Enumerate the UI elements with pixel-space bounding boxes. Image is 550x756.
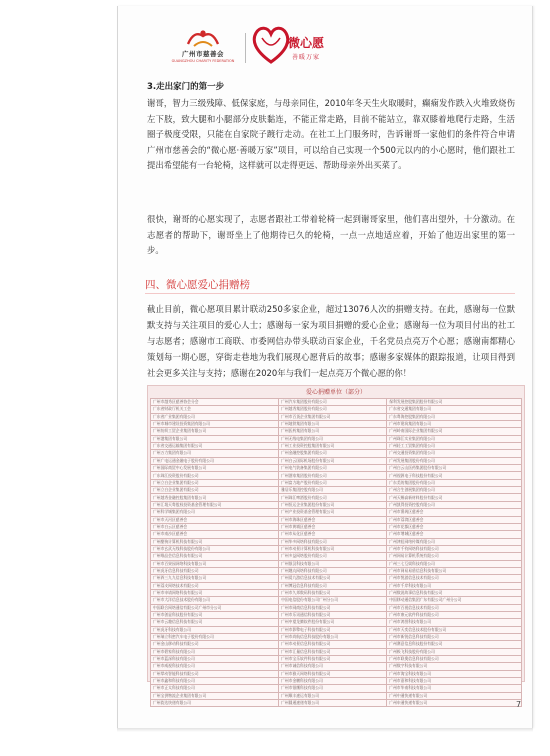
table-row xyxy=(151,656,522,663)
table-cell: 广州市淘宝科技有限公司 xyxy=(387,670,522,677)
table-cell: 广州爱九游信息技术有限公司 xyxy=(279,575,387,582)
table-cell: 保利发展控股集团股份有限公司 xyxy=(387,399,522,406)
table-cell: 广州市城市建设投资集团有限公司 xyxy=(151,421,279,428)
table-cell: 广州津虹网络传媒有限公司 xyxy=(387,538,522,545)
section-3-heading: 3.走出家门的第一步 xyxy=(147,82,225,92)
donor-table-title: 爱心捐赠单位（部分） xyxy=(305,389,366,396)
table-cell: 广州申通快递有限公司 xyxy=(387,700,522,707)
table-cell: 广东省交通集团有限公司 xyxy=(387,406,522,413)
table-row xyxy=(151,413,522,420)
charity-emblem-icon xyxy=(184,26,222,48)
table-cell: 广州市尚航信息科技股份有限公司 xyxy=(279,634,387,641)
table-cell: 广州市影擎电子科技有限公司 xyxy=(279,626,387,633)
table-cell: 广州电气装备集团有限公司 xyxy=(279,465,387,472)
table-row xyxy=(151,450,522,457)
table-cell: 广州酷狗计算机科技有限公司 xyxy=(151,538,279,545)
table-cell: 广州市天河区慈善会 xyxy=(151,516,279,523)
table-cell: 广州市诚信科技有限公司 xyxy=(279,663,387,670)
table-cell: 广州白云国际机场股份有限公司 xyxy=(279,457,387,464)
table-row xyxy=(151,678,522,685)
table-row xyxy=(151,457,522,464)
table-cell: 广州市黄埔区慈善会 xyxy=(279,523,387,530)
table-row xyxy=(151,553,522,560)
table-cell: 广州市碧家科技有限公司 xyxy=(151,648,279,655)
table-cell: 广州博冠信息科技有限公司 xyxy=(279,582,387,589)
table-cell: 广州市新锐信息科技有限公司 xyxy=(387,634,522,641)
table-cell: 广州市网商信息科技有限公司 xyxy=(279,604,387,611)
page-number: 7 xyxy=(516,700,522,709)
table-cell: 广州多益网络股份有限公司 xyxy=(279,553,387,560)
table-cell: 广州市大洋信息技术股份有限公司 xyxy=(151,597,279,604)
table-row xyxy=(151,428,522,435)
table-cell: 广州虎牙科技有限公司 xyxy=(151,626,279,633)
table-cell: 广东省广业集团有限公司 xyxy=(151,413,279,420)
wish-subtitle: 善暖万家 xyxy=(292,54,321,61)
table-row xyxy=(151,399,522,406)
table-cell: 广州纺织工贸企业集团有限公司 xyxy=(151,428,279,435)
table-cell: 广州国际商贸中心发展有限公司 xyxy=(151,465,279,472)
table-cell: 广州华多网络科技有限公司 xyxy=(279,538,387,545)
wish-name: 微心愿 xyxy=(288,36,325,50)
table-cell: 雅居乐集团控股有限公司 xyxy=(279,487,387,494)
table-cell: 广州市海珠区慈善会 xyxy=(279,516,387,523)
table-cell: 广州汽车集团股份有限公司 xyxy=(279,399,387,406)
table-cell: 广州市玄武无线科技股份有限公司 xyxy=(151,545,279,552)
table-cell: 广州医药集团有限公司 xyxy=(279,428,387,435)
table-cell: 广东美的集团股份有限公司 xyxy=(387,479,522,486)
table-cell: 广州岭南国际企业集团有限公司 xyxy=(387,428,522,435)
logo-divider xyxy=(245,33,246,63)
table-cell: 广州市南沙区慈善会 xyxy=(151,531,279,538)
page-shadow xyxy=(117,728,533,732)
table-row xyxy=(151,619,522,626)
section-4-paragraph: 截止目前，微心愿项目累计联动250多家企业，超过13076人次的捐赠支持。在此，感谢每一位默默支持与关注项目的爱心人士；感谢每一家为项目捐赠的爱心企业；感谢每一位为项目付出的社工与志愿者；感谢市工商联、市委网信办带头联动百家企业，千名党员点亮万个心愿；感谢南都精心策划每一期心愿，穿街走巷地为我们展现心愿背后的故事；感谢多家媒体的跟踪报道，让项目得到社会更多关注与支持；感谢在2020年与我们一起点亮万个微心愿的你！ xyxy=(147,304,515,378)
table-cell: 广州越秀集团股份有限公司 xyxy=(279,406,387,413)
table-cell: 广州市悦游信息技术有限公司 xyxy=(387,575,522,582)
table-cell: 广州视源电子科技股份有限公司 xyxy=(387,472,522,479)
table-cell: 广州市银鹰科技有限公司 xyxy=(279,685,387,692)
table-cell: 广州市百货企业集团有限公司 xyxy=(279,413,387,420)
table-cell: 中国联合网络通信有限公司广州市分公司 xyxy=(151,604,279,611)
table-row xyxy=(151,523,522,530)
table-cell: 广州市动景计算机科技有限公司 xyxy=(279,545,387,552)
table-row xyxy=(151,406,522,413)
wish-logo xyxy=(250,22,325,72)
table-cell: 广州数说故事信息科技有限公司 xyxy=(387,589,522,596)
table-cell: 广州市蓝深科技有限公司 xyxy=(151,656,279,663)
table-row xyxy=(151,604,522,611)
table-cell: 广州市云趣信息科技有限公司 xyxy=(151,619,279,626)
table-cell: 广州市雅天网络科技有限公司 xyxy=(279,670,387,677)
table-cell: 广州掌动智能科技有限公司 xyxy=(151,670,279,677)
table-cell: 广州圆通速递有限公司 xyxy=(279,700,387,707)
table-cell: 广州无线电集团有限公司 xyxy=(279,435,387,442)
table-cell: 广东珠江投资股份有限公司 xyxy=(151,472,279,479)
table-row xyxy=(151,531,522,538)
table-row xyxy=(151,589,522,596)
table-cell: 广州市天奕信息技术股份有限公司 xyxy=(387,626,522,633)
table-row xyxy=(151,641,522,648)
table-cell: 广州三七互娱科技有限公司 xyxy=(387,560,522,567)
table-row xyxy=(151,465,522,472)
section-3-paragraph-1: 谢哥，智力三级残障、低保家庭，与母亲同住，2010年冬天生火取暖时，癫痫发作跌入火堆致烧伤左下肢，致大腿和小腿部分皮肤黏连，不能正常走路，目前不能站立，靠双膝着地爬行走路，生活圈子极度受限，只能在自家院子踱行走动。在社工上门服务时，告诉谢哥一家他们的条件符合申请广州市慈善会的“微心愿·善暖万家”项目，可以给自己实现一个500元以内的小心愿时，他们跟社工提出希望能有一台轮椅，这样就可以走得更远、帮助母亲外出买菜了。 xyxy=(147,98,515,170)
table-row xyxy=(151,626,522,633)
table-cell: 广州发展集团股份有限公司 xyxy=(387,457,522,464)
table-cell: 广州市荔湾区慈善会 xyxy=(387,516,522,523)
table-cell: 广州市鸿图科技有限公司 xyxy=(387,619,522,626)
table-cell: 广州恒运企业集团股份有限公司 xyxy=(279,501,387,508)
table-row xyxy=(151,567,522,574)
table-cell: 广州市网易易盾信息科技有限公司 xyxy=(387,567,522,574)
table-cell: 广州市百果园网络科技有限公司 xyxy=(151,560,279,567)
table-cell: 广州广电运通金融电子股份有限公司 xyxy=(151,457,279,464)
donor-table-panel xyxy=(147,385,525,706)
table-row xyxy=(151,516,522,523)
table-row xyxy=(151,575,522,582)
table-row xyxy=(151,509,522,516)
table-cell: 广州市动景信息科技有限公司 xyxy=(279,641,387,648)
table-cell: 广州立白企业集团有限公司 xyxy=(151,479,279,486)
table-cell: 广州科学城集团有限公司 xyxy=(151,509,279,516)
table-cell: 广州宝供物流企业集团有限公司 xyxy=(151,692,279,699)
table-cell: 广州中望龙腾软件股份有限公司 xyxy=(279,619,387,626)
table-cell: 广州四三九九信息科技有限公司 xyxy=(151,575,279,582)
table-cell: 广州轻工工贸集团有限公司 xyxy=(387,443,522,450)
table-cell: 广州交通投资集团有限公司 xyxy=(387,450,522,457)
table-cell: 广州工业投资控股集团有限公司 xyxy=(279,443,387,450)
table-cell: 广州市创显科技股份有限公司 xyxy=(151,611,279,618)
table-cell: 广州合生创展集团有限公司 xyxy=(387,487,522,494)
table-cell: 广州越秀金融控股集团有限公司 xyxy=(151,494,279,501)
charity-logo xyxy=(163,26,243,72)
table-cell: 广州市百视信息技术有限公司 xyxy=(387,604,522,611)
table-row xyxy=(151,700,522,707)
table-cell: 广州凯得投资控股有限公司 xyxy=(387,501,522,508)
table-cell: 广州唯品会信息科技有限公司 xyxy=(151,553,279,560)
table-cell: 广州市华南科技有限公司 xyxy=(387,685,522,692)
table-cell: 广州网易计算机系统有限公司 xyxy=(387,553,522,560)
table-cell: 广州银汉科技有限公司 xyxy=(279,560,387,567)
table-cell: 广州地铁集团有限公司 xyxy=(279,421,387,428)
table-cell: 广州万力集团有限公司 xyxy=(151,450,279,457)
table-row xyxy=(151,692,522,699)
table-cell: 广州赛意信息科技股份有限公司 xyxy=(387,641,522,648)
table-cell: 广州虎牙信息科技有限公司 xyxy=(151,567,279,574)
table-cell: 广州市鑫和科技有限公司 xyxy=(151,678,279,685)
table-cell: 广州市久邦数码科技有限公司 xyxy=(279,589,387,596)
table-row xyxy=(151,494,522,501)
table-cell: 广州市白云区慈善会 xyxy=(151,523,279,530)
table-cell: 广东省交通运输集团有限公司 xyxy=(151,443,279,450)
table-cell: 广州珠江实业集团有限公司 xyxy=(387,435,522,442)
table-row xyxy=(151,421,522,428)
table-cell: 广州趣丸网络科技有限公司 xyxy=(279,567,387,574)
table-cell: 广州富力地产股份有限公司 xyxy=(279,479,387,486)
table-cell: 广州市建筑集团有限公司 xyxy=(387,421,522,428)
table-cell: 广州韵达快递有限公司 xyxy=(151,700,279,707)
section-3-paragraph-2: 很快，谢哥的心愿实现了，志愿者跟社工带着轮椅一起到谢哥家里，他们喜出望外，十分激动。在志愿者的帮助下，谢哥坐上了他期待已久的轮椅，一点一点地适应着，开始了他迈出家里的第一步。 xyxy=(147,214,515,255)
table-cell: 广州市花都区慈善会 xyxy=(387,523,522,530)
table-cell: 广州产业投资基金管理有限公司 xyxy=(279,509,387,516)
table-row xyxy=(151,560,522,567)
table-cell: 中国电信股份有限公司广州分公司 xyxy=(279,597,387,604)
table-cell: 广州市千岸科技有限公司 xyxy=(387,582,522,589)
table-cell: 广州市正太科技有限公司 xyxy=(151,685,279,692)
table-cell: 广州市联奥信息科技有限公司 xyxy=(387,656,522,663)
table-cell: 广东省财政厅机关工会 xyxy=(151,406,279,413)
section-4-heading: 四、微心愿爱心捐赠榜 xyxy=(145,279,250,291)
table-row xyxy=(151,501,522,508)
charity-subtitle: GUANGZHOU CHARITY FEDERATION xyxy=(171,59,235,63)
table-cell: 广州市金鹏科技有限公司 xyxy=(279,678,387,685)
table-row xyxy=(151,611,522,618)
table-cell: 中国移动通信集团广东有限公司广州分公司 xyxy=(387,597,522,604)
table-cell: 广州市宝乐软件科技有限公司 xyxy=(279,656,387,663)
table-cell: 广州市嘉和科技有限公司 xyxy=(387,678,522,685)
table-cell: 广州数字科技有限公司 xyxy=(387,663,522,670)
table-cell: 广东粤海控股集团有限公司 xyxy=(387,413,522,420)
table-cell: 广州白云山医药集团股份有限公司 xyxy=(387,465,522,472)
table-row xyxy=(151,545,522,552)
table-row xyxy=(151,472,522,479)
table-cell: 广州荔支网络技术有限公司 xyxy=(151,582,279,589)
table-row xyxy=(151,538,522,545)
table-cell: 广州市千钧网络科技有限公司 xyxy=(387,545,522,552)
table-row xyxy=(151,670,522,677)
section-4-underline xyxy=(145,293,515,294)
table-cell: 广州金山移动科技有限公司 xyxy=(151,641,279,648)
table-row xyxy=(151,582,522,589)
table-row xyxy=(151,648,522,655)
table-cell: 广州市康元软件科技有限公司 xyxy=(387,611,522,618)
table-cell: 广州市越秀区慈善协会分会 xyxy=(151,399,279,406)
table-cell: 广州市从化区慈善会 xyxy=(279,531,387,538)
table-cell: 广州天赐高新材料股份有限公司 xyxy=(387,494,522,501)
table-cell: 广州酒家集团股份有限公司 xyxy=(279,472,387,479)
table-cell: 广州市增城区慈善会 xyxy=(387,531,522,538)
table-cell: 广州瑞立科密汽车电子股份有限公司 xyxy=(151,634,279,641)
donor-table xyxy=(150,398,522,707)
charity-name: 广州市慈善会 xyxy=(182,50,224,58)
table-row xyxy=(151,479,522,486)
table-cell: 广州港集团有限公司 xyxy=(151,435,279,442)
table-row xyxy=(151,663,522,670)
table-row xyxy=(151,685,522,692)
table-cell: 广州珠江啤酒股份有限公司 xyxy=(279,494,387,501)
table-row xyxy=(151,487,522,494)
table-cell: 广州金融控股集团有限公司 xyxy=(279,450,387,457)
table-cell: 广州市汇量信息科技有限公司 xyxy=(279,648,387,655)
table-row xyxy=(151,443,522,450)
table-row xyxy=(151,435,522,442)
table-cell: 广州市申请网络科技有限公司 xyxy=(151,589,279,596)
table-cell: 广州市威视科技有限公司 xyxy=(151,663,279,670)
table-cell: 广州汇垠天粤股权投资基金管理有限公司 xyxy=(151,501,279,508)
table-cell: 广州市乐讯通信科技有限公司 xyxy=(279,611,387,618)
table-cell: 广州立白企业集团有限公司 xyxy=(151,487,279,494)
table-row xyxy=(151,597,522,604)
table-row xyxy=(151,634,522,641)
heart-logo-icon xyxy=(250,22,292,66)
table-cell: 广州极飞科技股份有限公司 xyxy=(387,648,522,655)
table-cell: 广州顺丰速运有限公司 xyxy=(279,692,387,699)
table-cell: 广州中通快递有限公司 xyxy=(387,692,522,699)
table-cell: 广州市番禺区慈善会 xyxy=(387,509,522,516)
